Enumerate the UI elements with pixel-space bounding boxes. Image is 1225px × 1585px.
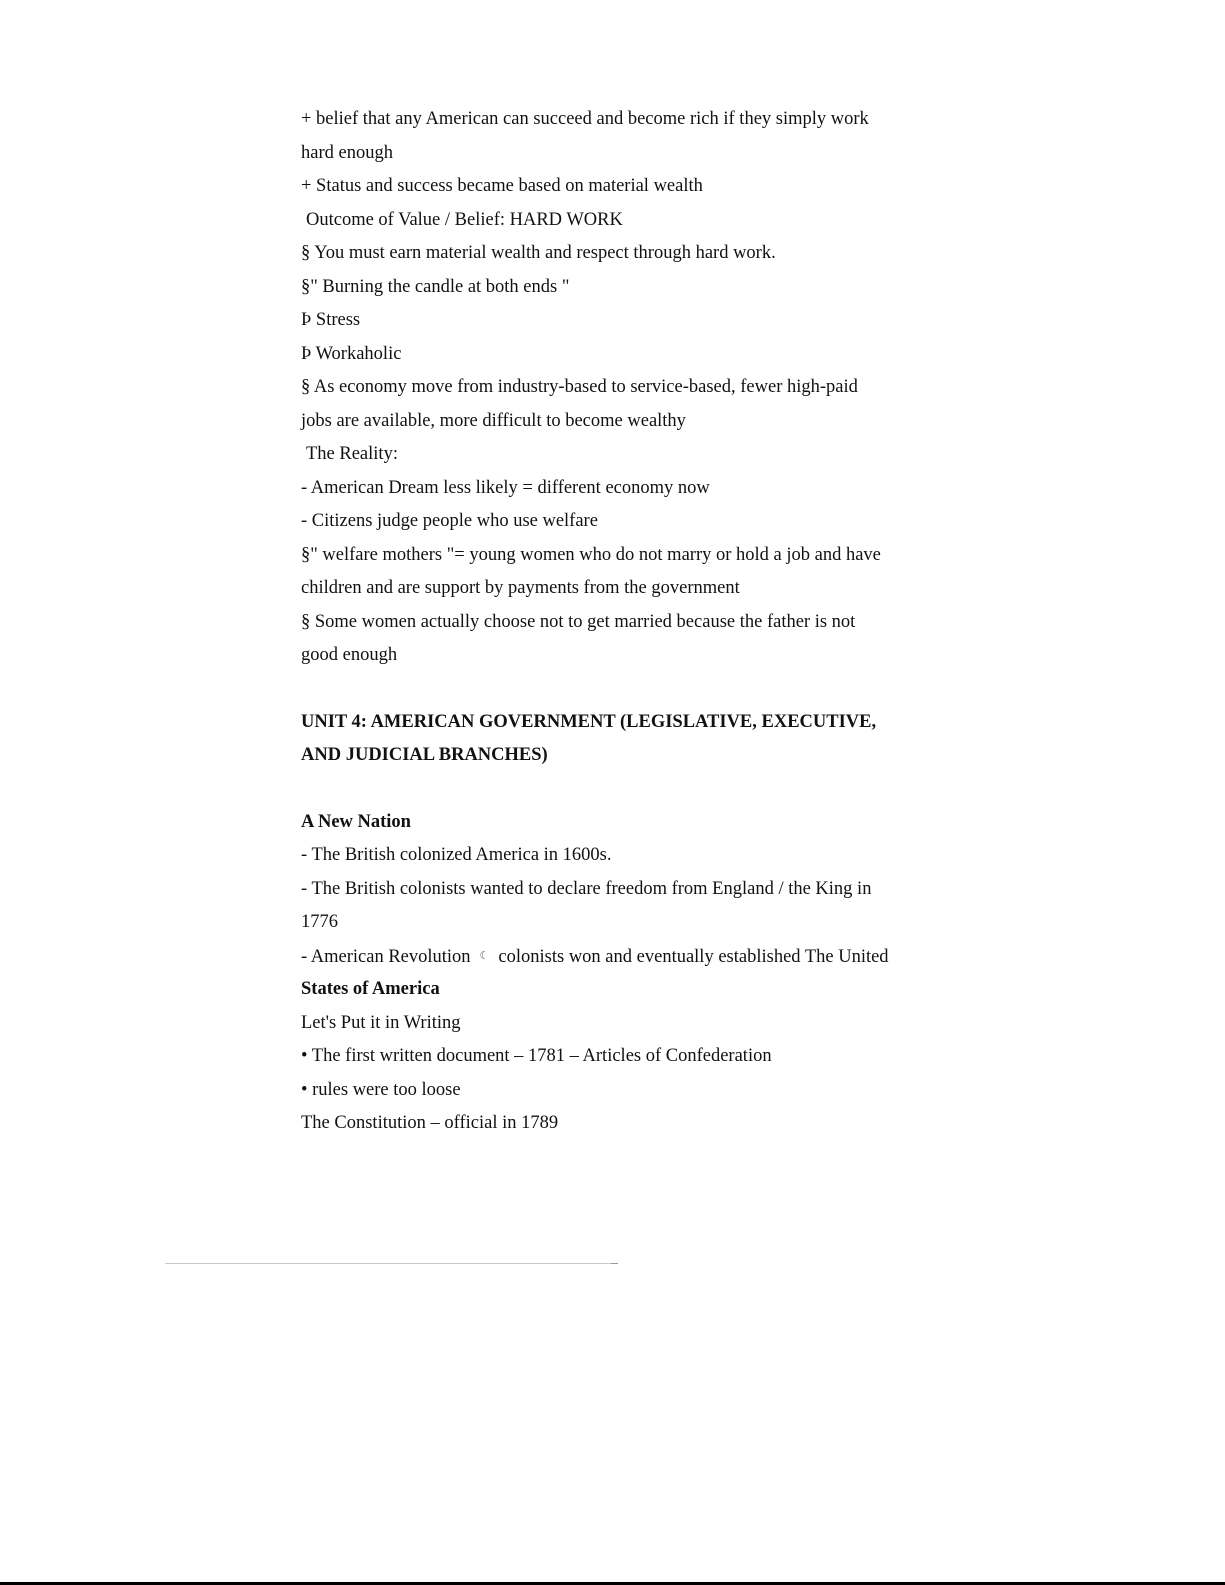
text-line: • rules were too loose bbox=[301, 1079, 461, 1100]
footnote-divider bbox=[165, 1263, 617, 1264]
text-line: children and are support by payments from the government bbox=[301, 578, 740, 598]
text-line: §" welfare mothers "= young women who do not marry or hold a job and have bbox=[301, 544, 881, 565]
text-line: The Reality: bbox=[306, 444, 398, 464]
revolution-line-end: colonists won and eventually established The United bbox=[498, 946, 889, 967]
text-line: - The British colonists wanted to declare freedom from England / the King in bbox=[301, 878, 872, 899]
text-line: - American Dream less likely = different economy now bbox=[301, 477, 710, 498]
text-line: § You must earn material wealth and respect through hard work. bbox=[301, 243, 776, 263]
text-line: Let's Put it in Writing bbox=[301, 1012, 461, 1033]
unit-heading: AND JUDICIAL BRANCHES) bbox=[301, 745, 548, 765]
text-line: § As economy move from industry-based to service-based, fewer high-paid bbox=[301, 377, 858, 397]
text-line: + Status and success became based on material wealth bbox=[301, 176, 703, 196]
crescent-moon-icon: ☾ bbox=[479, 949, 490, 962]
text-line: + belief that any American can succeed and become rich if they simply work bbox=[301, 109, 869, 129]
text-line: Þ Workaholic bbox=[301, 343, 402, 364]
footnote-divider-tail bbox=[611, 1263, 618, 1264]
text-line: 1776 bbox=[301, 912, 338, 932]
revolution-line-start: - American Revolution bbox=[301, 946, 471, 967]
text-line: hard enough bbox=[301, 142, 393, 163]
text-line: - Citizens judge people who use welfare bbox=[301, 511, 598, 531]
text-line: - The British colonized America in 1600s. bbox=[301, 845, 612, 865]
text-line: § Some women actually choose not to get married because the father is not bbox=[301, 611, 856, 632]
text-line: • The first written document – 1781 – Articles of Confederation bbox=[301, 1046, 772, 1066]
text-line: good enough bbox=[301, 645, 398, 665]
text-line: §" Burning the candle at both ends " bbox=[301, 276, 570, 297]
unit-heading: UNIT 4: AMERICAN GOVERNMENT (LEGISLATIVE, EXECUTIVE, bbox=[301, 711, 877, 732]
section-heading: A New Nation bbox=[301, 811, 411, 832]
text-line: Þ Stress bbox=[301, 310, 361, 330]
spacer bbox=[301, 773, 941, 806]
document-body bbox=[301, 103, 941, 1141]
revolution-line bbox=[301, 940, 941, 974]
text-line: The Constitution – official in 1789 bbox=[301, 1113, 559, 1133]
text-line: States of America bbox=[301, 979, 440, 999]
text-line: Outcome of Value / Belief: HARD WORK bbox=[306, 209, 623, 230]
text-line: jobs are available, more difficult to become wealthy bbox=[301, 410, 686, 431]
spacer bbox=[301, 673, 941, 706]
